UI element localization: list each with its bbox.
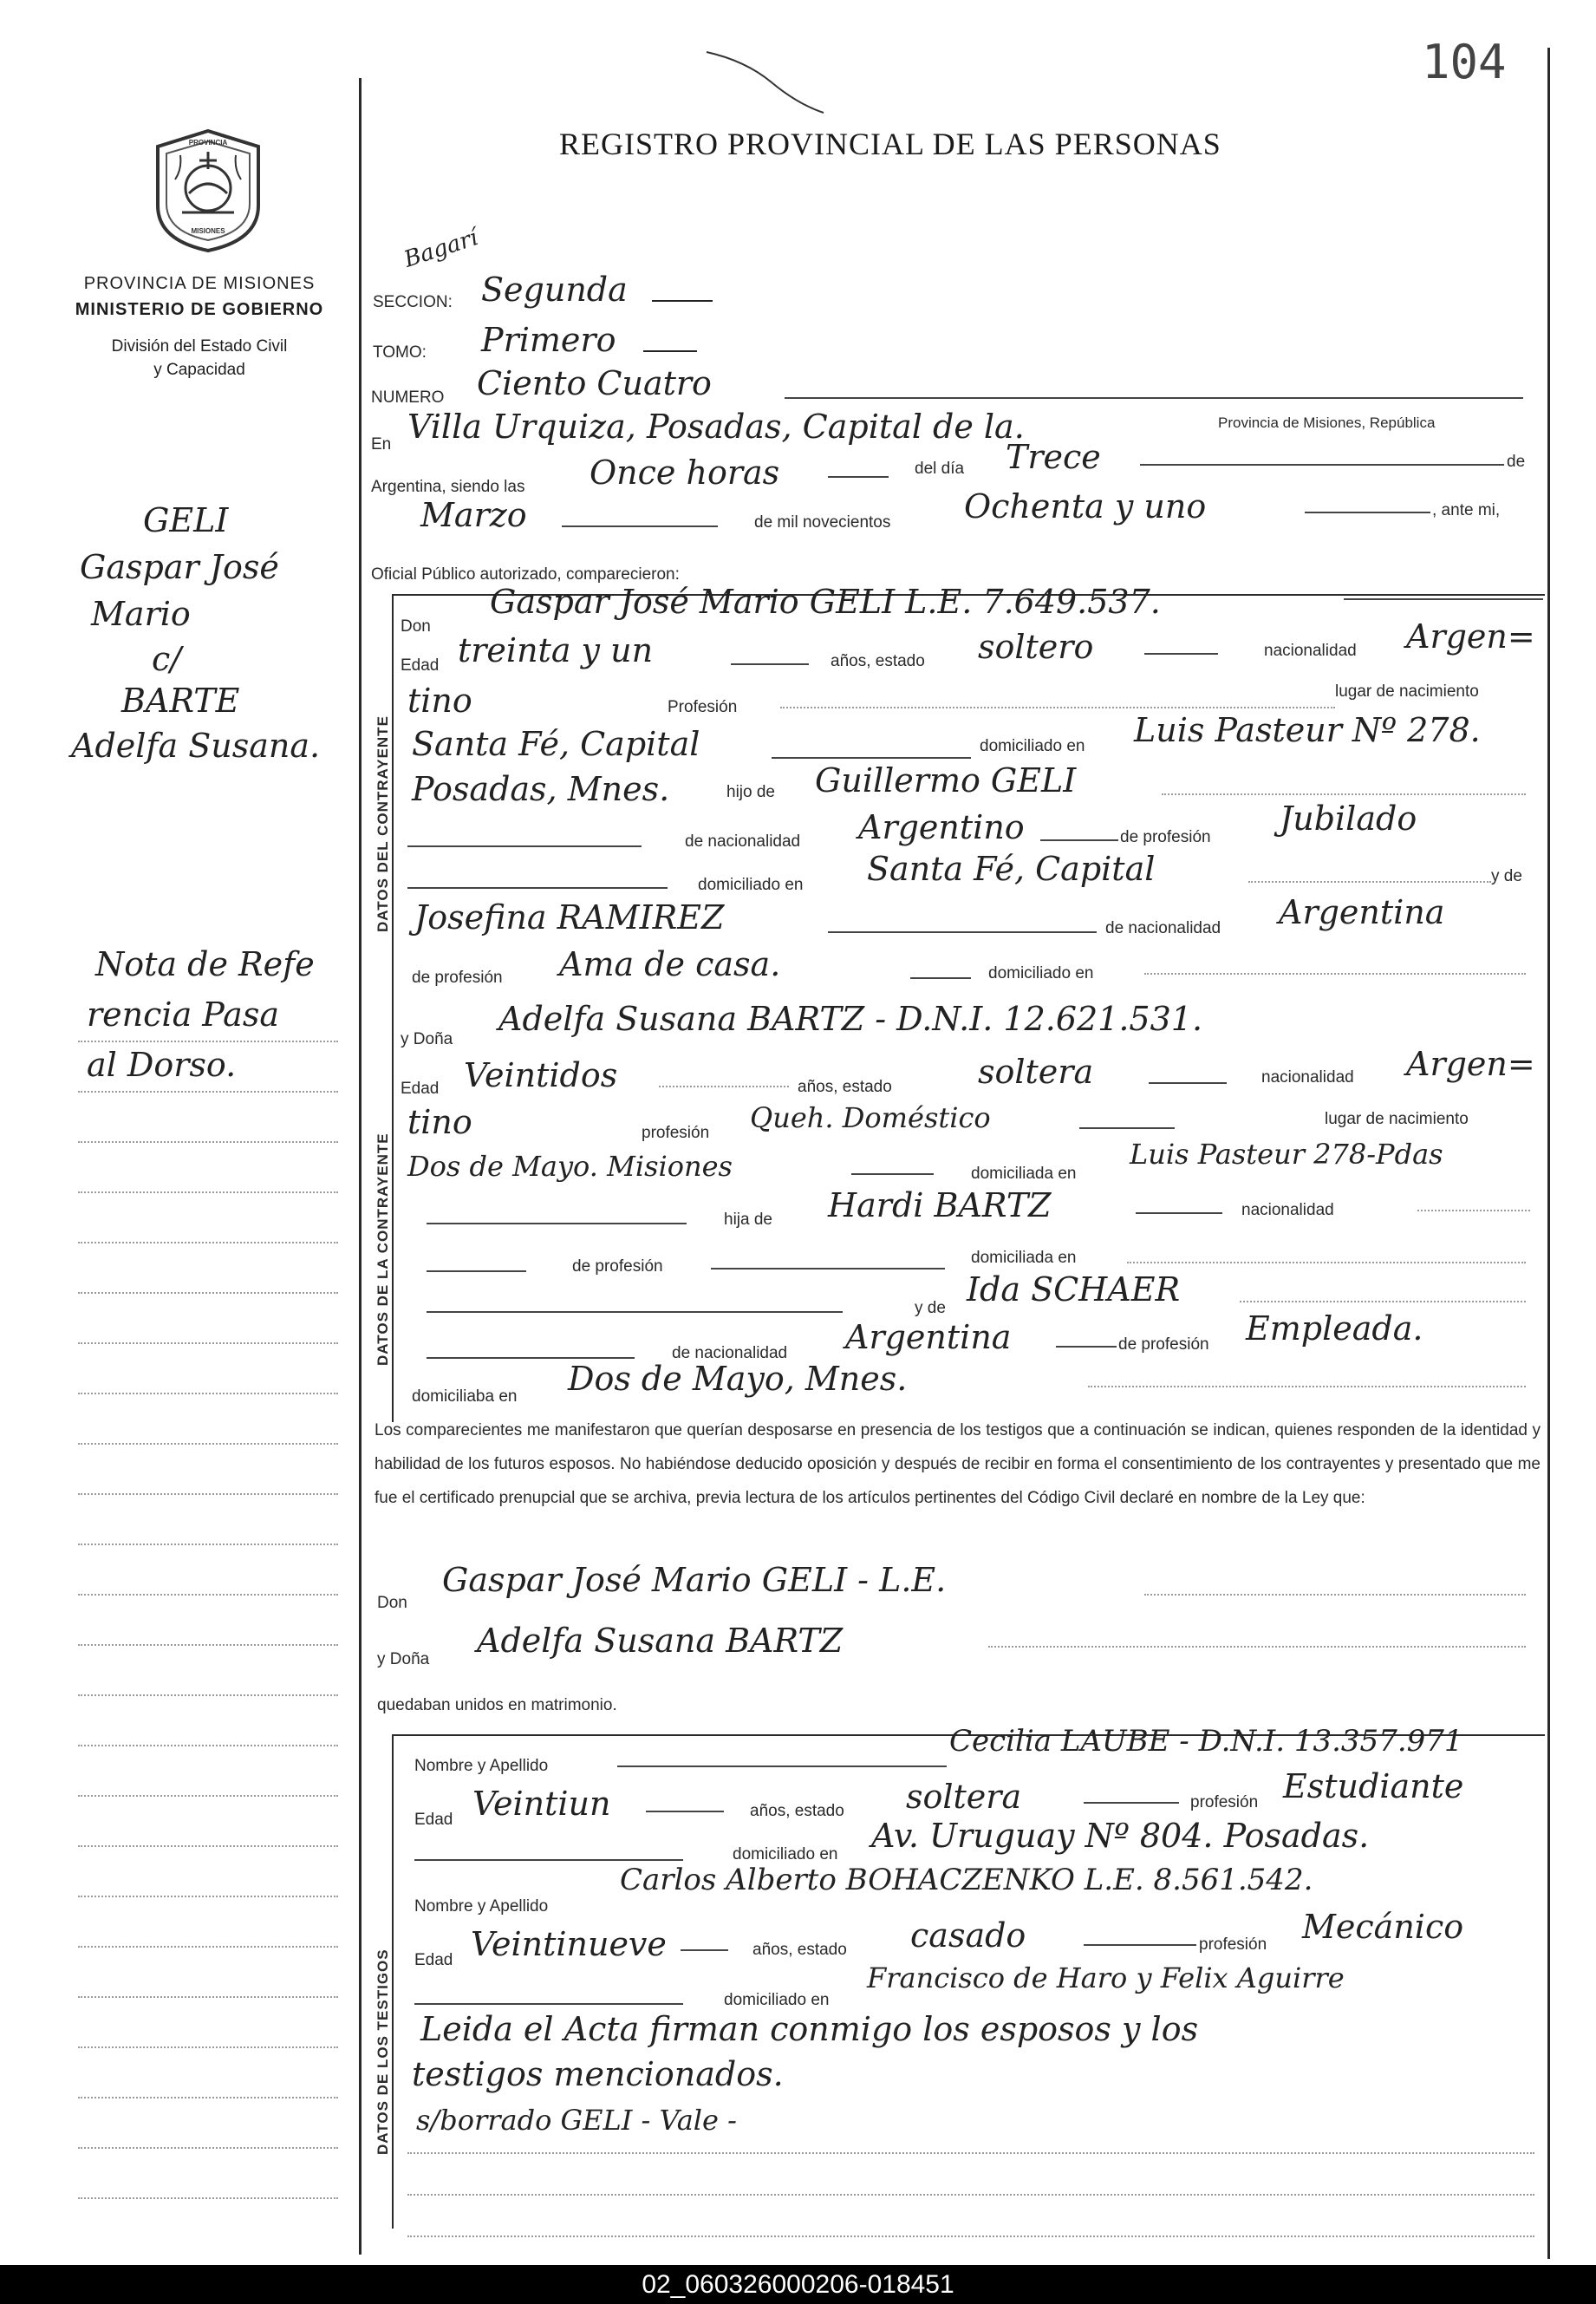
hija-de-label: hija de: [724, 1211, 772, 1229]
margin-rule: [78, 2197, 338, 2199]
quedaban-label: quedaban unidos en matrimonio.: [377, 1696, 617, 1714]
margin-note-1: Nota de Refe: [95, 945, 315, 983]
margin-rule: [78, 1694, 338, 1696]
left-column-divider: [359, 78, 362, 2255]
bride-section-label: DATOS DE LA CONTRAYENTE: [375, 1132, 391, 1366]
w2-profesion-label: profesión: [1199, 1935, 1267, 1954]
groom-section-label: DATOS DEL CONTRAYENTE: [375, 715, 391, 932]
father-nat-line: [1040, 839, 1118, 841]
margin-rule: [78, 1242, 338, 1243]
nacionalidad-label-2: nacionalidad: [1261, 1068, 1354, 1087]
groom-father: Guillermo GELI: [815, 761, 1077, 800]
w2-edad-label: Edad: [414, 1951, 453, 1969]
provincia-republica-label: Provincia de Misiones, República: [1218, 414, 1436, 431]
w1-name-line: [617, 1766, 947, 1767]
w1-domiciliado-label: domiciliado en: [733, 1845, 838, 1863]
province-heading: PROVINCIA DE MISIONES: [83, 274, 316, 293]
groom-father-profession: Jubilado: [1280, 800, 1417, 838]
witness2-name: Carlos Alberto BOHACZENKO L.E. 8.561.542.: [620, 1863, 1313, 1897]
margin-note-3: al Dorso.: [87, 1046, 237, 1084]
margin-rule: [78, 1544, 338, 1545]
groom-status-line: [1144, 653, 1218, 655]
groom-box-line: [392, 594, 394, 1032]
bride-birthplace-line: [851, 1173, 934, 1175]
father-blank-line: [407, 845, 642, 847]
mother-line: [828, 931, 1097, 933]
edad-label-2: Edad: [401, 1080, 440, 1098]
bride-father-prof-blank: [427, 1270, 526, 1272]
bride-mother-address: Dos de Mayo, Mnes.: [568, 1360, 908, 1398]
division-line-2: y Capacidad: [153, 361, 245, 379]
margin-first-names: Gaspar José: [80, 548, 279, 586]
groom-profession-line: [780, 707, 1335, 708]
mother-prof-line: [910, 977, 971, 979]
dia-value: Trece: [1006, 438, 1101, 476]
domiciliado-en-label-2: domiciliado en: [698, 876, 804, 894]
margin-rule: [78, 1896, 338, 1897]
declared-dona-label: y Doña: [377, 1650, 430, 1668]
father-dom-blank: [407, 887, 668, 889]
margin-rule: [78, 1292, 338, 1294]
groom-name: Gaspar José Mario GELI L.E. 7.649.537.: [490, 583, 1161, 621]
groom-father-nationality: Argentino: [858, 808, 1025, 846]
de-nacionalidad-label-4: de nacionalidad: [672, 1344, 788, 1362]
witness-rule: [407, 2152, 1534, 2154]
anos-estado-label: años, estado: [831, 652, 925, 670]
document-title: REGISTRO PROVINCIAL DE LAS PERSONAS: [559, 127, 1221, 161]
bride-mother-dom-line: [1088, 1386, 1526, 1387]
de-profesion-label-4: de profesión: [1118, 1335, 1209, 1354]
declared-bride: Adelfa Susana BARTZ: [477, 1622, 844, 1660]
margin-rule: [78, 1342, 338, 1344]
witness2-profession: Mecánico: [1302, 1908, 1464, 1946]
anos-estado-label-2: años, estado: [798, 1078, 892, 1096]
witness1-profession: Estudiante: [1283, 1767, 1464, 1805]
bride-profession: Queh. Doméstico: [750, 1101, 991, 1134]
bride-father: Hardi BARTZ: [828, 1186, 1052, 1224]
mes-line: [562, 525, 718, 527]
de-nacionalidad-label: de nacionalidad: [685, 832, 801, 851]
w1-edad-label: Edad: [414, 1811, 453, 1829]
del-dia-label: del día: [915, 460, 965, 478]
margin-rule: [78, 1091, 338, 1093]
bride-blank-line: [427, 1223, 687, 1224]
domiciliada-en-label: domiciliada en: [971, 1165, 1077, 1183]
groom-address-2: Posadas, Mnes.: [412, 770, 670, 808]
margin-rule: [78, 1443, 338, 1445]
groom-birthplace-line: [772, 757, 971, 759]
bride-father-line: [1136, 1212, 1222, 1214]
profesion-label-2: profesión: [642, 1124, 710, 1142]
ministry-heading: MINISTERIO DE GOBIERNO: [75, 300, 324, 319]
y-dona-label: y Doña: [401, 1030, 453, 1048]
margin-rule: [78, 1393, 338, 1394]
bride-birthplace: Dos de Mayo. Misiones: [407, 1150, 733, 1183]
groom-age-line: [731, 663, 809, 665]
bride-address: Luis Pasteur 278-Pdas: [1130, 1138, 1443, 1171]
bride-box-line: [392, 1028, 394, 1422]
ante-mi-label: , ante mi,: [1432, 501, 1501, 519]
margin-surname: GELI: [143, 501, 229, 539]
hijo-de-label: hijo de: [726, 783, 775, 801]
groom-age: treinta y un: [458, 631, 654, 669]
tomo-underline: [643, 350, 697, 352]
anio-line: [1305, 512, 1430, 513]
de-profesion-label-2: de profesión: [412, 969, 503, 987]
witness2-age: Veintinueve: [471, 1925, 667, 1963]
bride-nationality-2: tino: [407, 1103, 472, 1141]
witness1-address: Av. Uruguay Nº 804. Posadas.: [871, 1817, 1370, 1855]
margin-conjunction: c/: [152, 640, 182, 678]
margin-rule: [78, 1141, 338, 1143]
edad-label: Edad: [401, 656, 440, 675]
declared-bride-line: [988, 1646, 1526, 1648]
declared-don-label: Don: [377, 1594, 407, 1612]
document-id-footer: 02_060326000206-018451: [0, 2265, 1596, 2304]
groom-status: soltero: [978, 628, 1094, 666]
closing-line-3: s/borrado GELI - Vale -: [416, 2104, 737, 2137]
closing-line-2: testigos mencionados.: [412, 2055, 784, 2093]
bride-mother-line: [1240, 1301, 1526, 1302]
w2-status-line: [1084, 1944, 1196, 1946]
w1-profesion-label: profesión: [1190, 1793, 1259, 1811]
bride-age-line: [659, 1086, 789, 1087]
declared-groom: Gaspar José Mario GELI - L.E.: [442, 1561, 947, 1599]
margin-middle-name: Mario: [91, 595, 191, 633]
w1-status-line: [1084, 1802, 1179, 1804]
witness1-name: Cecilia LAUBE - D.N.I. 13.357.971: [949, 1724, 1463, 1759]
nombre-apellido-label-2: Nombre y Apellido: [414, 1897, 549, 1916]
seccion-value: Segunda: [481, 271, 628, 309]
lugar-nac-label-2: lugar de nacimiento: [1325, 1110, 1469, 1128]
seccion-label: SECCION:: [373, 293, 453, 311]
witness2-address: Francisco de Haro y Felix Aguirre: [867, 1961, 1345, 1994]
father-dom-line: [1248, 881, 1491, 883]
annotation-top: Bagarí: [401, 225, 481, 273]
y-de-label: y de: [1491, 867, 1522, 885]
margin-bride-surname: BARTE: [121, 682, 240, 720]
groom-nationality-1: Argen=: [1406, 617, 1535, 656]
margin-rule: [78, 1845, 338, 1847]
profesion-label: Profesión: [668, 698, 738, 716]
w1-age-line: [646, 1811, 724, 1812]
lugar-value: Villa Urquiza, Posadas, Capital de la.: [407, 408, 1025, 446]
right-margin-line: [1547, 48, 1550, 2259]
margin-rule: [78, 2046, 338, 2048]
witness-box-line: [392, 1734, 394, 2229]
w1-anos-estado-label: años, estado: [750, 1802, 844, 1820]
bride-father-prof-line: [711, 1268, 945, 1269]
numero-label: NUMERO: [371, 388, 445, 407]
domiciliaba-en-label: domiciliaba en: [412, 1387, 518, 1406]
nacionalidad-label: nacionalidad: [1264, 642, 1357, 660]
w1-dom-blank: [414, 1859, 683, 1861]
groom-father-line: [1162, 793, 1526, 795]
margin-rule: [78, 1946, 338, 1948]
seal-top-text: PROVINCIA: [188, 139, 228, 147]
hora-line: [828, 476, 889, 478]
groom-birthplace: Santa Fé, Capital: [412, 725, 700, 763]
bride-mother-nat-line: [1056, 1346, 1117, 1348]
bride-nationality-1: Argen=: [1406, 1045, 1535, 1083]
witness2-status: casado: [910, 1916, 1026, 1955]
de-label: de: [1507, 453, 1526, 471]
numero-line: [785, 397, 1523, 399]
margin-rule: [78, 1795, 338, 1797]
bride-mother-blank: [427, 1357, 635, 1359]
margin-rule: [78, 1594, 338, 1596]
nombre-apellido-label: Nombre y Apellido: [414, 1757, 549, 1775]
de-profesion-label-3: de profesión: [572, 1257, 663, 1276]
groom-name-line: [1344, 598, 1543, 600]
bride-father-dom-blank: [427, 1311, 843, 1313]
bride-prof-line: [1079, 1127, 1175, 1129]
margin-rule: [78, 2147, 338, 2149]
legal-paragraph: Los comparecientes me manifestaron que querían desposarse en presencia de los testigos que a continuación se indican, quienes responden de la identidad y habilidad de los futuros esposos. No habiéndose deducido oposición y después de recibir en forma el consentimiento de los contrayentes y presentado que me fue el certificado prenupcial que se archiva, previa lectura de los artículos pertinentes del Código Civil declaré en nombre de la Ley que:: [375, 1421, 1541, 1507]
division-line-1: División del Estado Civil: [111, 337, 288, 356]
argentina-siendo-label: Argentina, siendo las: [371, 478, 525, 496]
oficial-label: Oficial Público autorizado, comparecieron:: [371, 565, 680, 584]
numero-value: Ciento Cuatro: [477, 364, 712, 402]
de-mil-label: de mil novecientos: [754, 513, 891, 532]
dia-line: [1140, 464, 1504, 466]
groom-nationality-2: tino: [407, 682, 472, 720]
domiciliada-en-label-2: domiciliada en: [971, 1249, 1077, 1267]
de-nacionalidad-label-2: de nacionalidad: [1105, 919, 1221, 937]
don-label: Don: [401, 617, 431, 636]
anio-value: Ochenta y uno: [964, 487, 1207, 525]
de-nacionalidad-label-3: nacionalidad: [1241, 1201, 1334, 1219]
margin-rule: [78, 1493, 338, 1495]
groom-address: Luis Pasteur Nº 278.: [1134, 711, 1481, 749]
tomo-value: Primero: [481, 321, 616, 359]
y-de-label-2: y de: [915, 1299, 946, 1317]
bride-status: soltera: [978, 1053, 1094, 1091]
domiciliado-en-label: domiciliado en: [980, 737, 1085, 755]
bride-age: Veintidos: [464, 1056, 618, 1094]
margin-rule: [78, 2097, 338, 2098]
mother-dom-line: [1144, 973, 1526, 975]
margin-rule: [78, 1745, 338, 1746]
lugar-nac-label: lugar de nacimiento: [1335, 682, 1479, 701]
margin-bride-names: Adelfa Susana.: [71, 727, 321, 765]
witness-section-label: DATOS DE LOS TESTIGOS: [375, 1948, 391, 2155]
en-label: En: [371, 435, 392, 454]
declared-groom-line: [1144, 1594, 1526, 1596]
groom-mother: Josefina RAMIREZ: [414, 898, 725, 937]
hora-value: Once horas: [590, 454, 780, 492]
seccion-underline: [652, 300, 713, 302]
bride-father-dom-line: [1127, 1262, 1526, 1263]
groom-mother-profession: Ama de casa.: [559, 945, 781, 983]
bride-mother: Ida SCHAER: [967, 1270, 1181, 1309]
page-number: 104: [1422, 35, 1507, 89]
bride-father-nat-line: [1417, 1210, 1530, 1211]
margin-rule: [78, 1191, 338, 1193]
groom-mother-nationality: Argentina: [1279, 893, 1445, 931]
w2-anos-estado-label: años, estado: [752, 1941, 847, 1959]
witness-rule: [407, 2235, 1534, 2237]
domiciliado-en-label-3: domiciliado en: [988, 964, 1094, 982]
margin-note-2: rencia Pasa: [87, 995, 279, 1034]
w2-domiciliado-label: domiciliado en: [724, 1991, 830, 2009]
de-profesion-label: de profesión: [1120, 828, 1211, 846]
witness1-age: Veintiun: [472, 1785, 611, 1823]
margin-rule: [78, 1041, 338, 1042]
bride-mother-profession: Empleada.: [1246, 1309, 1423, 1348]
seal-bottom-text: MISIONES: [191, 227, 225, 235]
margin-rule: [78, 1644, 338, 1646]
bride-status-line: [1149, 1082, 1227, 1084]
closing-line-1: Leida el Acta firman conmigo los esposos y los: [420, 2010, 1199, 2048]
groom-father-address: Santa Fé, Capital: [867, 850, 1156, 888]
mes-value: Marzo: [420, 496, 527, 534]
witness1-status: soltera: [906, 1778, 1022, 1816]
tomo-label: TOMO:: [373, 343, 427, 362]
pen-stroke-mark: [702, 43, 841, 121]
margin-rule: [78, 1996, 338, 1998]
w2-dom-blank: [414, 2003, 683, 2005]
witness-rule: [407, 2194, 1534, 2196]
bride-name: Adelfa Susana BARTZ - D.N.I. 12.621.531.: [498, 1000, 1203, 1038]
bride-mother-nationality: Argentina: [845, 1318, 1012, 1356]
w2-age-line: [681, 1949, 728, 1951]
